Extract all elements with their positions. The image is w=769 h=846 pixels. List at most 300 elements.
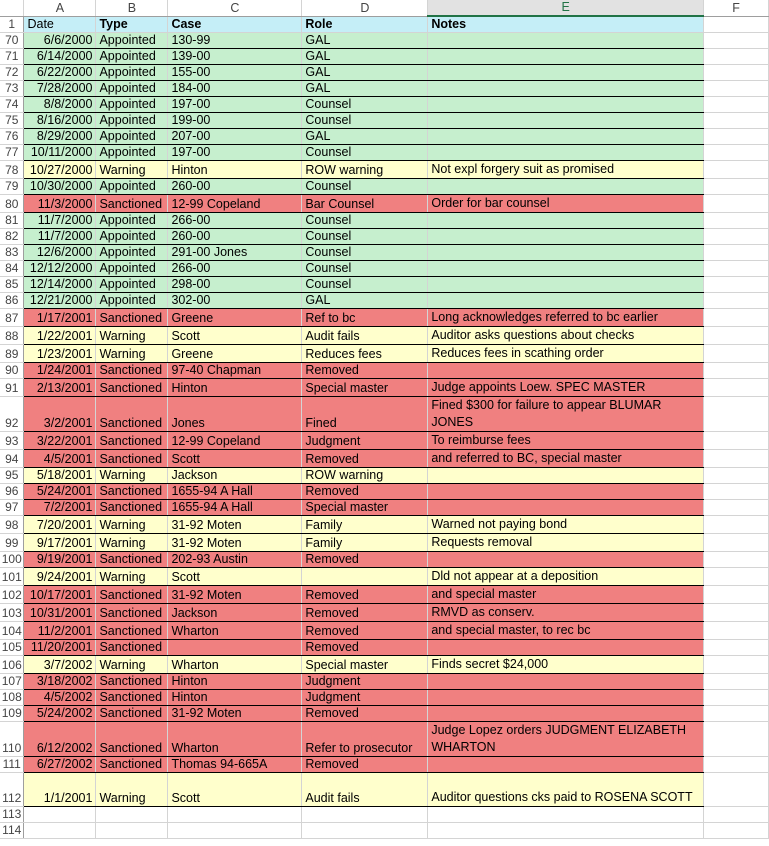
cell-notes[interactable]: and special master, to rec bc [428, 622, 704, 640]
cell-notes[interactable] [428, 363, 704, 379]
cell-type[interactable]: Sanctioned [96, 397, 168, 432]
row-number[interactable]: 96 [0, 484, 24, 500]
empty-cell[interactable] [704, 229, 769, 245]
empty-cell[interactable] [24, 807, 96, 823]
cell-role[interactable]: Counsel [302, 245, 428, 261]
cell-notes[interactable]: Reduces fees in scathing order [428, 345, 704, 363]
header-cell-role[interactable]: Role [302, 16, 428, 33]
cell-role[interactable]: Ref to bc [302, 309, 428, 327]
cell-notes[interactable] [428, 500, 704, 516]
cell-case[interactable]: Scott [168, 450, 302, 468]
cell-case[interactable]: 1655-94 A Hall [168, 500, 302, 516]
cell-notes[interactable]: RMVD as conserv. [428, 604, 704, 622]
cell-date[interactable]: 3/7/2002 [24, 656, 96, 674]
cell-type[interactable]: Appointed [96, 261, 168, 277]
cell-type[interactable]: Appointed [96, 33, 168, 49]
empty-cell[interactable] [704, 129, 769, 145]
empty-cell[interactable] [168, 823, 302, 839]
cell-case[interactable]: 139-00 [168, 49, 302, 65]
cell-notes[interactable] [428, 213, 704, 229]
empty-cell[interactable] [704, 195, 769, 213]
row-number[interactable]: 72 [0, 65, 24, 81]
cell-role[interactable]: Reduces fees [302, 345, 428, 363]
cell-type[interactable]: Appointed [96, 293, 168, 309]
empty-cell[interactable] [704, 450, 769, 468]
header-cell-date[interactable]: Date [24, 16, 96, 33]
cell-date[interactable]: 1/17/2001 [24, 309, 96, 327]
cell-notes[interactable]: Dld not appear at a deposition [428, 568, 704, 586]
row-number[interactable]: 99 [0, 534, 24, 552]
row-number[interactable]: 80 [0, 195, 24, 213]
cell-case[interactable]: 260-00 [168, 229, 302, 245]
cell-case[interactable]: 31-92 Moten [168, 586, 302, 604]
cell-role[interactable]: Special master [302, 656, 428, 674]
cell-type[interactable]: Sanctioned [96, 552, 168, 568]
cell-type[interactable]: Sanctioned [96, 379, 168, 397]
empty-cell[interactable] [704, 656, 769, 674]
cell-date[interactable]: 1/1/2001 [24, 773, 96, 807]
cell-case[interactable]: 155-00 [168, 65, 302, 81]
cell-type[interactable]: Sanctioned [96, 640, 168, 656]
row-number[interactable]: 100 [0, 552, 24, 568]
cell-date[interactable]: 1/23/2001 [24, 345, 96, 363]
cell-role[interactable]: Counsel [302, 213, 428, 229]
cell-role[interactable]: ROW warning [302, 468, 428, 484]
cell-notes[interactable] [428, 690, 704, 706]
cell-notes[interactable] [428, 245, 704, 261]
row-number[interactable]: 92 [0, 397, 24, 432]
cell-role[interactable]: Counsel [302, 179, 428, 195]
cell-type[interactable]: Warning [96, 345, 168, 363]
cell-type[interactable]: Sanctioned [96, 604, 168, 622]
cell-date[interactable]: 6/22/2000 [24, 65, 96, 81]
empty-cell[interactable] [704, 586, 769, 604]
empty-cell[interactable] [704, 161, 769, 179]
cell-date[interactable]: 9/24/2001 [24, 568, 96, 586]
empty-cell[interactable] [704, 722, 769, 757]
cell-type[interactable]: Sanctioned [96, 500, 168, 516]
cell-type[interactable]: Warning [96, 534, 168, 552]
cell-role[interactable]: Family [302, 534, 428, 552]
cell-case[interactable]: Thomas 94-665A [168, 757, 302, 773]
row-number[interactable]: 86 [0, 293, 24, 309]
cell-role[interactable] [302, 568, 428, 586]
cell-role[interactable]: Removed [302, 363, 428, 379]
empty-cell[interactable] [704, 379, 769, 397]
cell-role[interactable]: Audit fails [302, 327, 428, 345]
cell-date[interactable]: 11/3/2000 [24, 195, 96, 213]
cell-date[interactable]: 11/2/2001 [24, 622, 96, 640]
cell-date[interactable]: 3/22/2001 [24, 432, 96, 450]
empty-cell[interactable] [704, 500, 769, 516]
cell-case[interactable]: 97-40 Chapman [168, 363, 302, 379]
cell-case[interactable]: 291-00 Jones [168, 245, 302, 261]
cell-notes[interactable] [428, 261, 704, 277]
empty-cell[interactable] [704, 33, 769, 49]
cell-type[interactable]: Sanctioned [96, 450, 168, 468]
empty-cell[interactable] [704, 432, 769, 450]
cell-role[interactable]: GAL [302, 65, 428, 81]
cell-case[interactable]: Hinton [168, 674, 302, 690]
row-number[interactable]: 113 [0, 807, 24, 823]
cell-notes[interactable] [428, 674, 704, 690]
empty-cell[interactable] [704, 468, 769, 484]
cell-date[interactable]: 3/2/2001 [24, 397, 96, 432]
cell-date[interactable]: 8/29/2000 [24, 129, 96, 145]
cell-type[interactable]: Sanctioned [96, 363, 168, 379]
empty-cell[interactable] [704, 309, 769, 327]
cell-role[interactable]: Removed [302, 757, 428, 773]
row-number[interactable]: 97 [0, 500, 24, 516]
cell-date[interactable]: 9/19/2001 [24, 552, 96, 568]
cell-notes[interactable] [428, 484, 704, 500]
empty-cell[interactable] [704, 213, 769, 229]
cell-role[interactable]: Removed [302, 484, 428, 500]
cell-notes[interactable]: Long acknowledges referred to bc earlier [428, 309, 704, 327]
row-number[interactable]: 112 [0, 773, 24, 807]
cell-role[interactable]: Removed [302, 640, 428, 656]
cell-role[interactable]: Counsel [302, 261, 428, 277]
cell-type[interactable]: Sanctioned [96, 309, 168, 327]
empty-cell[interactable] [302, 823, 428, 839]
cell-notes[interactable] [428, 81, 704, 97]
cell-notes[interactable] [428, 757, 704, 773]
cell-date[interactable]: 11/7/2000 [24, 213, 96, 229]
cell-date[interactable]: 3/18/2002 [24, 674, 96, 690]
cell-notes[interactable] [428, 97, 704, 113]
empty-cell[interactable] [704, 345, 769, 363]
row-number[interactable]: 81 [0, 213, 24, 229]
cell-role[interactable]: Audit fails [302, 773, 428, 807]
empty-cell[interactable] [704, 757, 769, 773]
row-number[interactable]: 94 [0, 450, 24, 468]
cell-type[interactable]: Appointed [96, 213, 168, 229]
cell-type[interactable]: Warning [96, 568, 168, 586]
cell-date[interactable]: 1/22/2001 [24, 327, 96, 345]
empty-cell[interactable] [704, 552, 769, 568]
cell-role[interactable]: Refer to prosecutor [302, 722, 428, 757]
row-number[interactable]: 79 [0, 179, 24, 195]
cell-role[interactable]: GAL [302, 293, 428, 309]
cell-case[interactable]: 12-99 Copeland [168, 195, 302, 213]
cell-case[interactable]: Scott [168, 327, 302, 345]
cell-role[interactable]: ROW warning [302, 161, 428, 179]
cell-date[interactable]: 5/24/2001 [24, 484, 96, 500]
cell-notes[interactable] [428, 33, 704, 49]
row-number[interactable]: 73 [0, 81, 24, 97]
cell-case[interactable]: Greene [168, 309, 302, 327]
row-number[interactable]: 88 [0, 327, 24, 345]
empty-cell[interactable] [704, 568, 769, 586]
cell-case[interactable]: Jackson [168, 468, 302, 484]
cell-type[interactable]: Appointed [96, 65, 168, 81]
cell-role[interactable]: Family [302, 516, 428, 534]
cell-notes[interactable]: Fined $300 for failure to appear BLUMAR JONES [428, 397, 704, 432]
cell-date[interactable]: 12/6/2000 [24, 245, 96, 261]
cell-type[interactable]: Sanctioned [96, 622, 168, 640]
empty-cell[interactable] [428, 807, 704, 823]
cell-notes[interactable]: Judge Lopez orders JUDGMENT ELIZABETH WHARTON [428, 722, 704, 757]
cell-role[interactable]: Judgment [302, 432, 428, 450]
cell-notes[interactable] [428, 49, 704, 65]
cell-case[interactable]: Wharton [168, 722, 302, 757]
cell-notes[interactable]: Auditor asks questions about checks [428, 327, 704, 345]
cell-case[interactable]: Hinton [168, 161, 302, 179]
empty-cell[interactable] [704, 706, 769, 722]
cell-case[interactable]: 266-00 [168, 261, 302, 277]
cell-role[interactable]: Counsel [302, 145, 428, 161]
cell-type[interactable]: Warning [96, 656, 168, 674]
empty-cell[interactable] [704, 245, 769, 261]
cell-case[interactable]: Jackson [168, 604, 302, 622]
row-number[interactable]: 87 [0, 309, 24, 327]
cell-type[interactable]: Appointed [96, 97, 168, 113]
empty-cell[interactable] [704, 49, 769, 65]
cell-notes[interactable]: Requests removal [428, 534, 704, 552]
cell-role[interactable]: Bar Counsel [302, 195, 428, 213]
cell-role[interactable]: Removed [302, 706, 428, 722]
cell-notes[interactable]: Not expl forgery suit as promised [428, 161, 704, 179]
cell-case[interactable]: 1655-94 A Hall [168, 484, 302, 500]
cell-role[interactable]: Counsel [302, 277, 428, 293]
column-header-e[interactable]: E [428, 0, 704, 16]
empty-cell[interactable] [704, 397, 769, 432]
cell-role[interactable]: Fined [302, 397, 428, 432]
cell-notes[interactable] [428, 706, 704, 722]
cell-case[interactable]: 266-00 [168, 213, 302, 229]
cell-date[interactable]: 12/14/2000 [24, 277, 96, 293]
empty-cell[interactable] [704, 97, 769, 113]
cell-case[interactable]: 31-92 Moten [168, 534, 302, 552]
cell-notes[interactable] [428, 229, 704, 245]
cell-type[interactable]: Appointed [96, 129, 168, 145]
cell-notes[interactable]: Order for bar counsel [428, 195, 704, 213]
row-number[interactable]: 82 [0, 229, 24, 245]
cell-notes[interactable]: To reimburse fees [428, 432, 704, 450]
cell-case[interactable]: 302-00 [168, 293, 302, 309]
cell-type[interactable]: Sanctioned [96, 674, 168, 690]
cell-date[interactable]: 4/5/2002 [24, 690, 96, 706]
row-number[interactable]: 70 [0, 33, 24, 49]
cell-role[interactable]: Removed [302, 552, 428, 568]
cell-type[interactable]: Sanctioned [96, 432, 168, 450]
cell-case[interactable]: Scott [168, 568, 302, 586]
row-number[interactable]: 102 [0, 586, 24, 604]
row-number[interactable]: 91 [0, 379, 24, 397]
empty-cell[interactable] [96, 807, 168, 823]
cell-notes[interactable]: Warned not paying bond [428, 516, 704, 534]
row-number[interactable]: 85 [0, 277, 24, 293]
cell-date[interactable]: 7/2/2001 [24, 500, 96, 516]
row-number[interactable]: 89 [0, 345, 24, 363]
cell-notes[interactable]: and special master [428, 586, 704, 604]
cell-type[interactable]: Appointed [96, 245, 168, 261]
cell-case[interactable]: Greene [168, 345, 302, 363]
empty-cell[interactable] [704, 690, 769, 706]
row-number[interactable]: 103 [0, 604, 24, 622]
row-number[interactable]: 105 [0, 640, 24, 656]
row-number[interactable]: 106 [0, 656, 24, 674]
cell-notes[interactable] [428, 293, 704, 309]
cell-date[interactable]: 10/27/2000 [24, 161, 96, 179]
cell-case[interactable]: 207-00 [168, 129, 302, 145]
row-number[interactable]: 83 [0, 245, 24, 261]
cell-role[interactable]: GAL [302, 81, 428, 97]
column-header-c[interactable]: C [168, 0, 302, 16]
empty-cell[interactable] [704, 145, 769, 161]
cell-date[interactable]: 12/12/2000 [24, 261, 96, 277]
cell-role[interactable]: Counsel [302, 113, 428, 129]
cell-type[interactable]: Sanctioned [96, 586, 168, 604]
cell-date[interactable]: 8/16/2000 [24, 113, 96, 129]
cell-notes[interactable] [428, 113, 704, 129]
cell-role[interactable]: Removed [302, 622, 428, 640]
cell-date[interactable]: 10/11/2000 [24, 145, 96, 161]
cell-case[interactable]: Wharton [168, 656, 302, 674]
cell-case[interactable]: 31-92 Moten [168, 706, 302, 722]
cell-type[interactable]: Appointed [96, 49, 168, 65]
column-header-a[interactable]: A [24, 0, 96, 16]
row-number[interactable]: 114 [0, 823, 24, 839]
cell-notes[interactable]: Judge appoints Loew. SPEC MASTER [428, 379, 704, 397]
empty-cell[interactable] [704, 81, 769, 97]
cell-notes[interactable]: Auditor questions cks paid to ROSENA SCOTT [428, 773, 704, 807]
cell-date[interactable]: 6/6/2000 [24, 33, 96, 49]
row-number[interactable]: 95 [0, 468, 24, 484]
cell-date[interactable]: 10/31/2001 [24, 604, 96, 622]
header-cell-notes[interactable]: Notes [428, 16, 704, 33]
cell-type[interactable]: Warning [96, 516, 168, 534]
row-number[interactable]: 75 [0, 113, 24, 129]
row-number[interactable]: 93 [0, 432, 24, 450]
cell-case[interactable]: 298-00 [168, 277, 302, 293]
cell-type[interactable]: Appointed [96, 113, 168, 129]
cell-date[interactable]: 11/20/2001 [24, 640, 96, 656]
cell-role[interactable]: Removed [302, 604, 428, 622]
row-number[interactable]: 110 [0, 722, 24, 757]
cell-date[interactable]: 12/21/2000 [24, 293, 96, 309]
empty-cell[interactable] [704, 65, 769, 81]
empty-cell[interactable] [704, 823, 769, 839]
column-header-f[interactable]: F [704, 0, 769, 16]
cell-case[interactable]: 31-92 Moten [168, 516, 302, 534]
cell-type[interactable]: Sanctioned [96, 722, 168, 757]
cell-case[interactable]: 184-00 [168, 81, 302, 97]
header-cell-type[interactable]: Type [96, 16, 168, 33]
cell-role[interactable]: Removed [302, 450, 428, 468]
column-header-b[interactable]: B [96, 0, 168, 16]
cell-type[interactable]: Appointed [96, 277, 168, 293]
cell-type[interactable]: Sanctioned [96, 757, 168, 773]
cell-role[interactable]: Counsel [302, 97, 428, 113]
row-number[interactable]: 101 [0, 568, 24, 586]
cell-type[interactable]: Sanctioned [96, 706, 168, 722]
empty-cell[interactable] [704, 484, 769, 500]
empty-cell[interactable] [704, 674, 769, 690]
cell-role[interactable]: GAL [302, 49, 428, 65]
empty-cell[interactable] [704, 16, 769, 33]
cell-notes[interactable] [428, 640, 704, 656]
cell-role[interactable]: Judgment [302, 690, 428, 706]
empty-cell[interactable] [704, 113, 769, 129]
row-number[interactable]: 111 [0, 757, 24, 773]
cell-date[interactable]: 9/17/2001 [24, 534, 96, 552]
empty-cell[interactable] [704, 807, 769, 823]
cell-notes[interactable] [428, 145, 704, 161]
cell-case[interactable]: Jones [168, 397, 302, 432]
row-number[interactable]: 107 [0, 674, 24, 690]
column-header-d[interactable]: D [302, 0, 428, 16]
row-number[interactable]: 77 [0, 145, 24, 161]
cell-case[interactable]: Hinton [168, 379, 302, 397]
cell-case[interactable]: 197-00 [168, 145, 302, 161]
row-number[interactable]: 104 [0, 622, 24, 640]
cell-case[interactable]: 197-00 [168, 97, 302, 113]
cell-role[interactable]: Special master [302, 500, 428, 516]
cell-case[interactable]: Scott [168, 773, 302, 807]
cell-role[interactable]: GAL [302, 33, 428, 49]
cell-date[interactable]: 5/18/2001 [24, 468, 96, 484]
empty-cell[interactable] [704, 327, 769, 345]
cell-case[interactable]: Hinton [168, 690, 302, 706]
cell-notes[interactable] [428, 129, 704, 145]
cell-date[interactable]: 1/24/2001 [24, 363, 96, 379]
empty-cell[interactable] [24, 823, 96, 839]
row-number[interactable]: 1 [0, 16, 24, 33]
select-all-corner[interactable] [0, 0, 24, 16]
empty-cell[interactable] [704, 773, 769, 807]
row-number[interactable]: 78 [0, 161, 24, 179]
empty-cell[interactable] [704, 261, 769, 277]
cell-type[interactable]: Appointed [96, 229, 168, 245]
cell-date[interactable]: 10/17/2001 [24, 586, 96, 604]
cell-notes[interactable]: Finds secret $24,000 [428, 656, 704, 674]
empty-cell[interactable] [704, 622, 769, 640]
empty-cell[interactable] [704, 534, 769, 552]
cell-type[interactable]: Warning [96, 161, 168, 179]
cell-role[interactable]: Judgment [302, 674, 428, 690]
cell-date[interactable]: 7/28/2000 [24, 81, 96, 97]
cell-role[interactable]: GAL [302, 129, 428, 145]
cell-date[interactable]: 2/13/2001 [24, 379, 96, 397]
cell-date[interactable]: 7/20/2001 [24, 516, 96, 534]
cell-type[interactable]: Warning [96, 327, 168, 345]
cell-case[interactable]: 260-00 [168, 179, 302, 195]
row-number[interactable]: 108 [0, 690, 24, 706]
empty-cell[interactable] [704, 293, 769, 309]
cell-date[interactable]: 10/30/2000 [24, 179, 96, 195]
cell-role[interactable]: Special master [302, 379, 428, 397]
row-number[interactable]: 109 [0, 706, 24, 722]
row-number[interactable]: 84 [0, 261, 24, 277]
empty-cell[interactable] [96, 823, 168, 839]
row-number[interactable]: 74 [0, 97, 24, 113]
cell-type[interactable]: Sanctioned [96, 690, 168, 706]
cell-date[interactable]: 11/7/2000 [24, 229, 96, 245]
cell-notes[interactable]: and referred to BC, special master [428, 450, 704, 468]
cell-date[interactable]: 4/5/2001 [24, 450, 96, 468]
empty-cell[interactable] [704, 277, 769, 293]
row-number[interactable]: 98 [0, 516, 24, 534]
cell-case[interactable]: Wharton [168, 622, 302, 640]
header-cell-case[interactable]: Case [168, 16, 302, 33]
row-number[interactable]: 76 [0, 129, 24, 145]
cell-case[interactable]: 130-99 [168, 33, 302, 49]
cell-notes[interactable] [428, 277, 704, 293]
cell-date[interactable]: 6/27/2002 [24, 757, 96, 773]
cell-notes[interactable] [428, 65, 704, 81]
cell-notes[interactable] [428, 468, 704, 484]
